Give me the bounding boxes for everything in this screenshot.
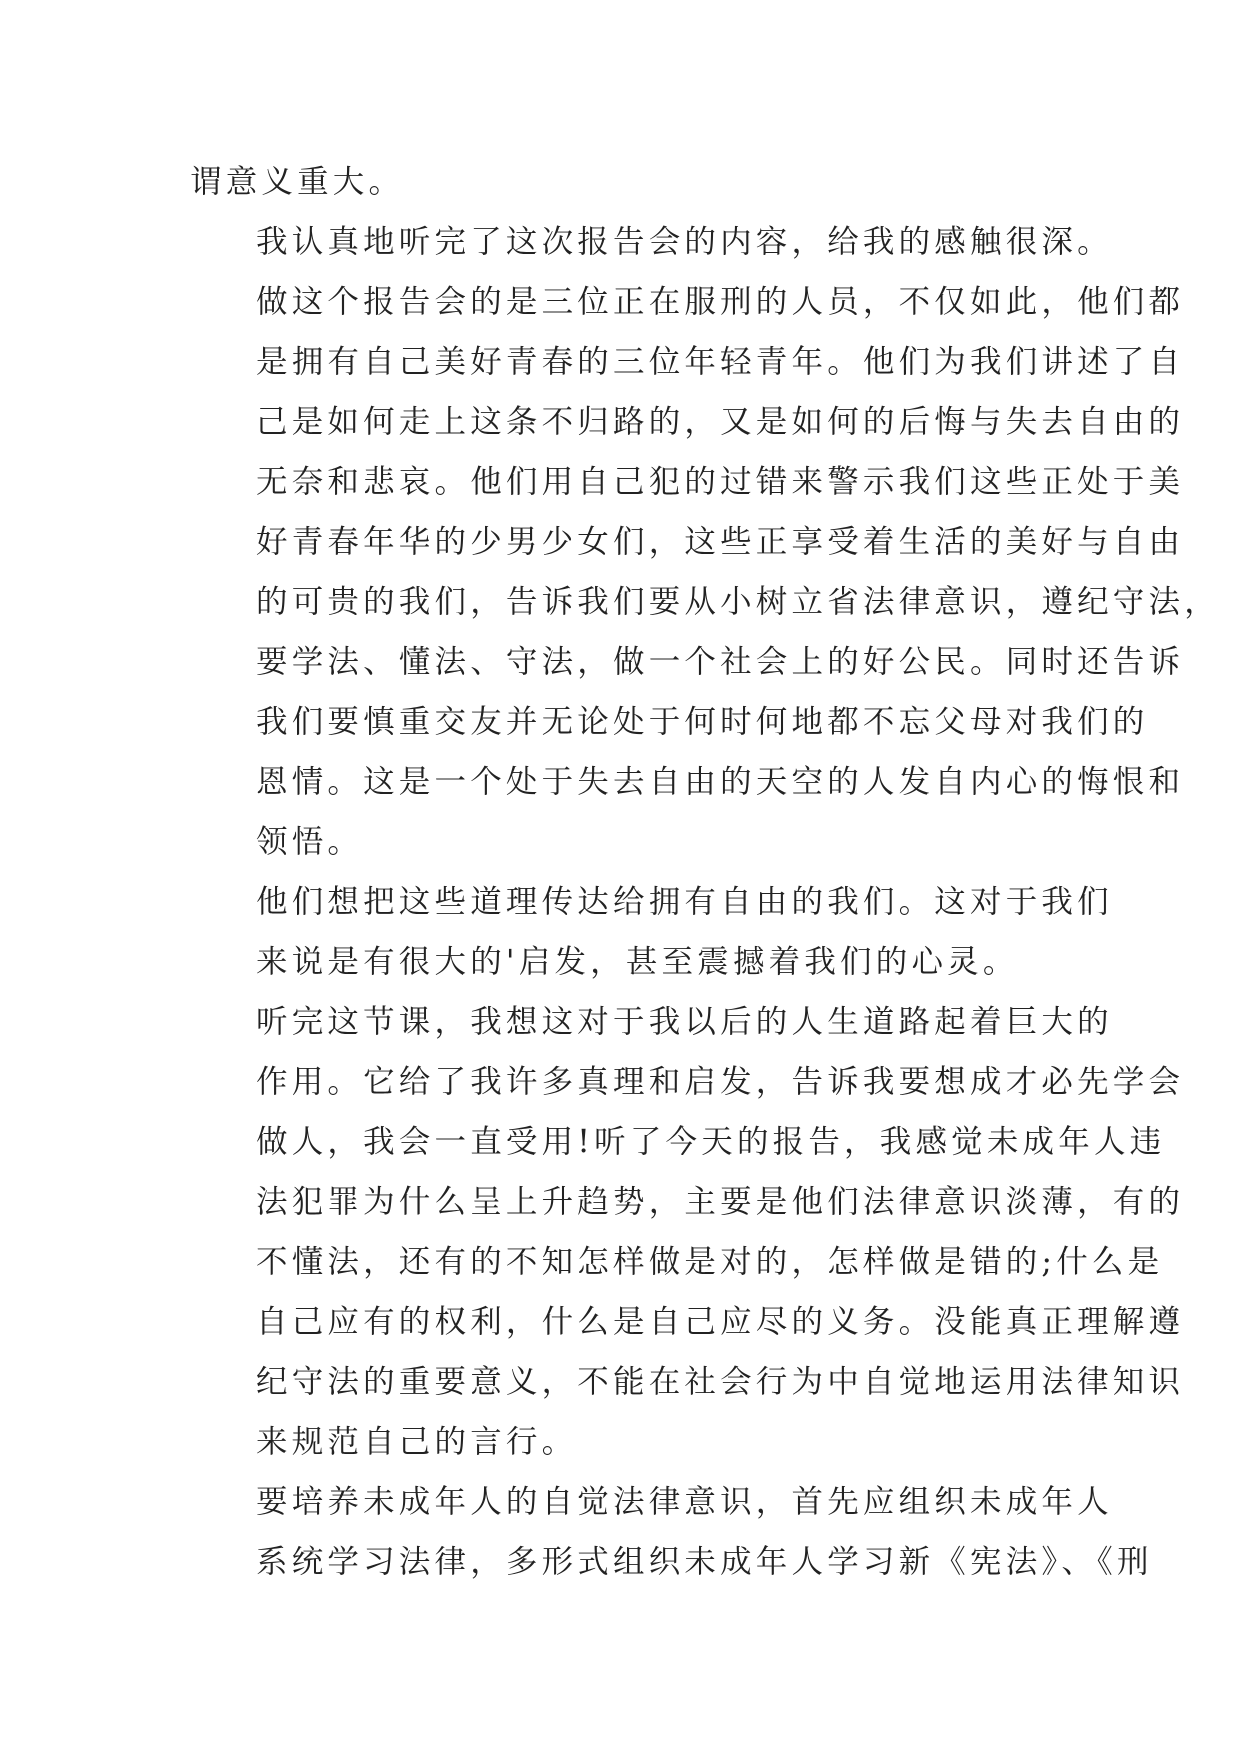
text-line: 要培养未成年人的自觉法律意识，首先应组织未成年人: [256, 1484, 1113, 1520]
text-line: 法犯罪为什么呈上升趋势，主要是他们法律意识淡薄，有的: [256, 1184, 1185, 1220]
text-line: 好青春年华的少男少女们，这些正享受着生活的美好与自由: [256, 524, 1185, 560]
text-line: 我们要慎重交友并无论处于何时何地都不忘父母对我们的: [256, 704, 1149, 740]
text-line: 我认真地听完了这次报告会的内容，给我的感触很深。: [256, 224, 1113, 260]
text-line: 自己应有的权利，什么是自己应尽的义务。没能真正理解遵: [256, 1304, 1185, 1340]
text-line: 无奈和悲哀。他们用自己犯的过错来警示我们这些正处于美: [256, 464, 1185, 500]
paragraph-2: [190, 212, 1220, 872]
text-line: 不懂法，还有的不知怎样做是对的，怎样做是错的;什么是: [256, 1244, 1164, 1280]
text-line: 来规范自己的言行。: [256, 1424, 578, 1460]
text-line: 作用。它给了我许多真理和启发，告诉我要想成才必先学会: [256, 1064, 1185, 1100]
text-line: 己是如何走上这条不归路的，又是如何的后悔与失去自由的: [256, 404, 1185, 440]
text-line: 的可贵的我们，告诉我们要从小树立省法律意识，遵纪守法，: [256, 584, 1220, 620]
text-line: 做这个报告会的是三位正在服刑的人员，不仅如此，他们都: [256, 284, 1185, 320]
text-line: 要学法、懂法、守法，做一个社会上的好公民。同时还告诉: [256, 644, 1185, 680]
text-line: 听完这节课，我想这对于我以后的人生道路起着巨大的: [256, 1004, 1113, 1040]
document-body: [190, 152, 1220, 1592]
text-line: 做人，我会一直受用!听了今天的报告，我感觉未成年人违: [256, 1124, 1166, 1160]
paragraph-3: [190, 872, 1113, 992]
text-line: 领悟。: [256, 824, 364, 860]
text-line: 谓意义重大。: [190, 164, 405, 200]
paragraph-1: [190, 152, 1050, 212]
paragraph-4: [190, 992, 1185, 1472]
text-line: 纪守法的重要意义，不能在社会行为中自觉地运用法律知识: [256, 1364, 1185, 1400]
text-line: 恩情。这是一个处于失去自由的天空的人发自内心的悔恨和: [256, 764, 1185, 800]
text-line: 来说是有很大的'启发，甚至震撼着我们的心灵。: [256, 944, 1019, 980]
text-line: 他们想把这些道理传达给拥有自由的我们。这对于我们: [256, 884, 1113, 920]
text-line: 系统学习法律，多形式组织未成年人学习新《宪法》、《刑: [256, 1544, 1153, 1580]
text-line: 是拥有自己美好青春的三位年轻青年。他们为我们讲述了自: [256, 344, 1185, 380]
paragraph-5: [190, 1472, 1153, 1592]
